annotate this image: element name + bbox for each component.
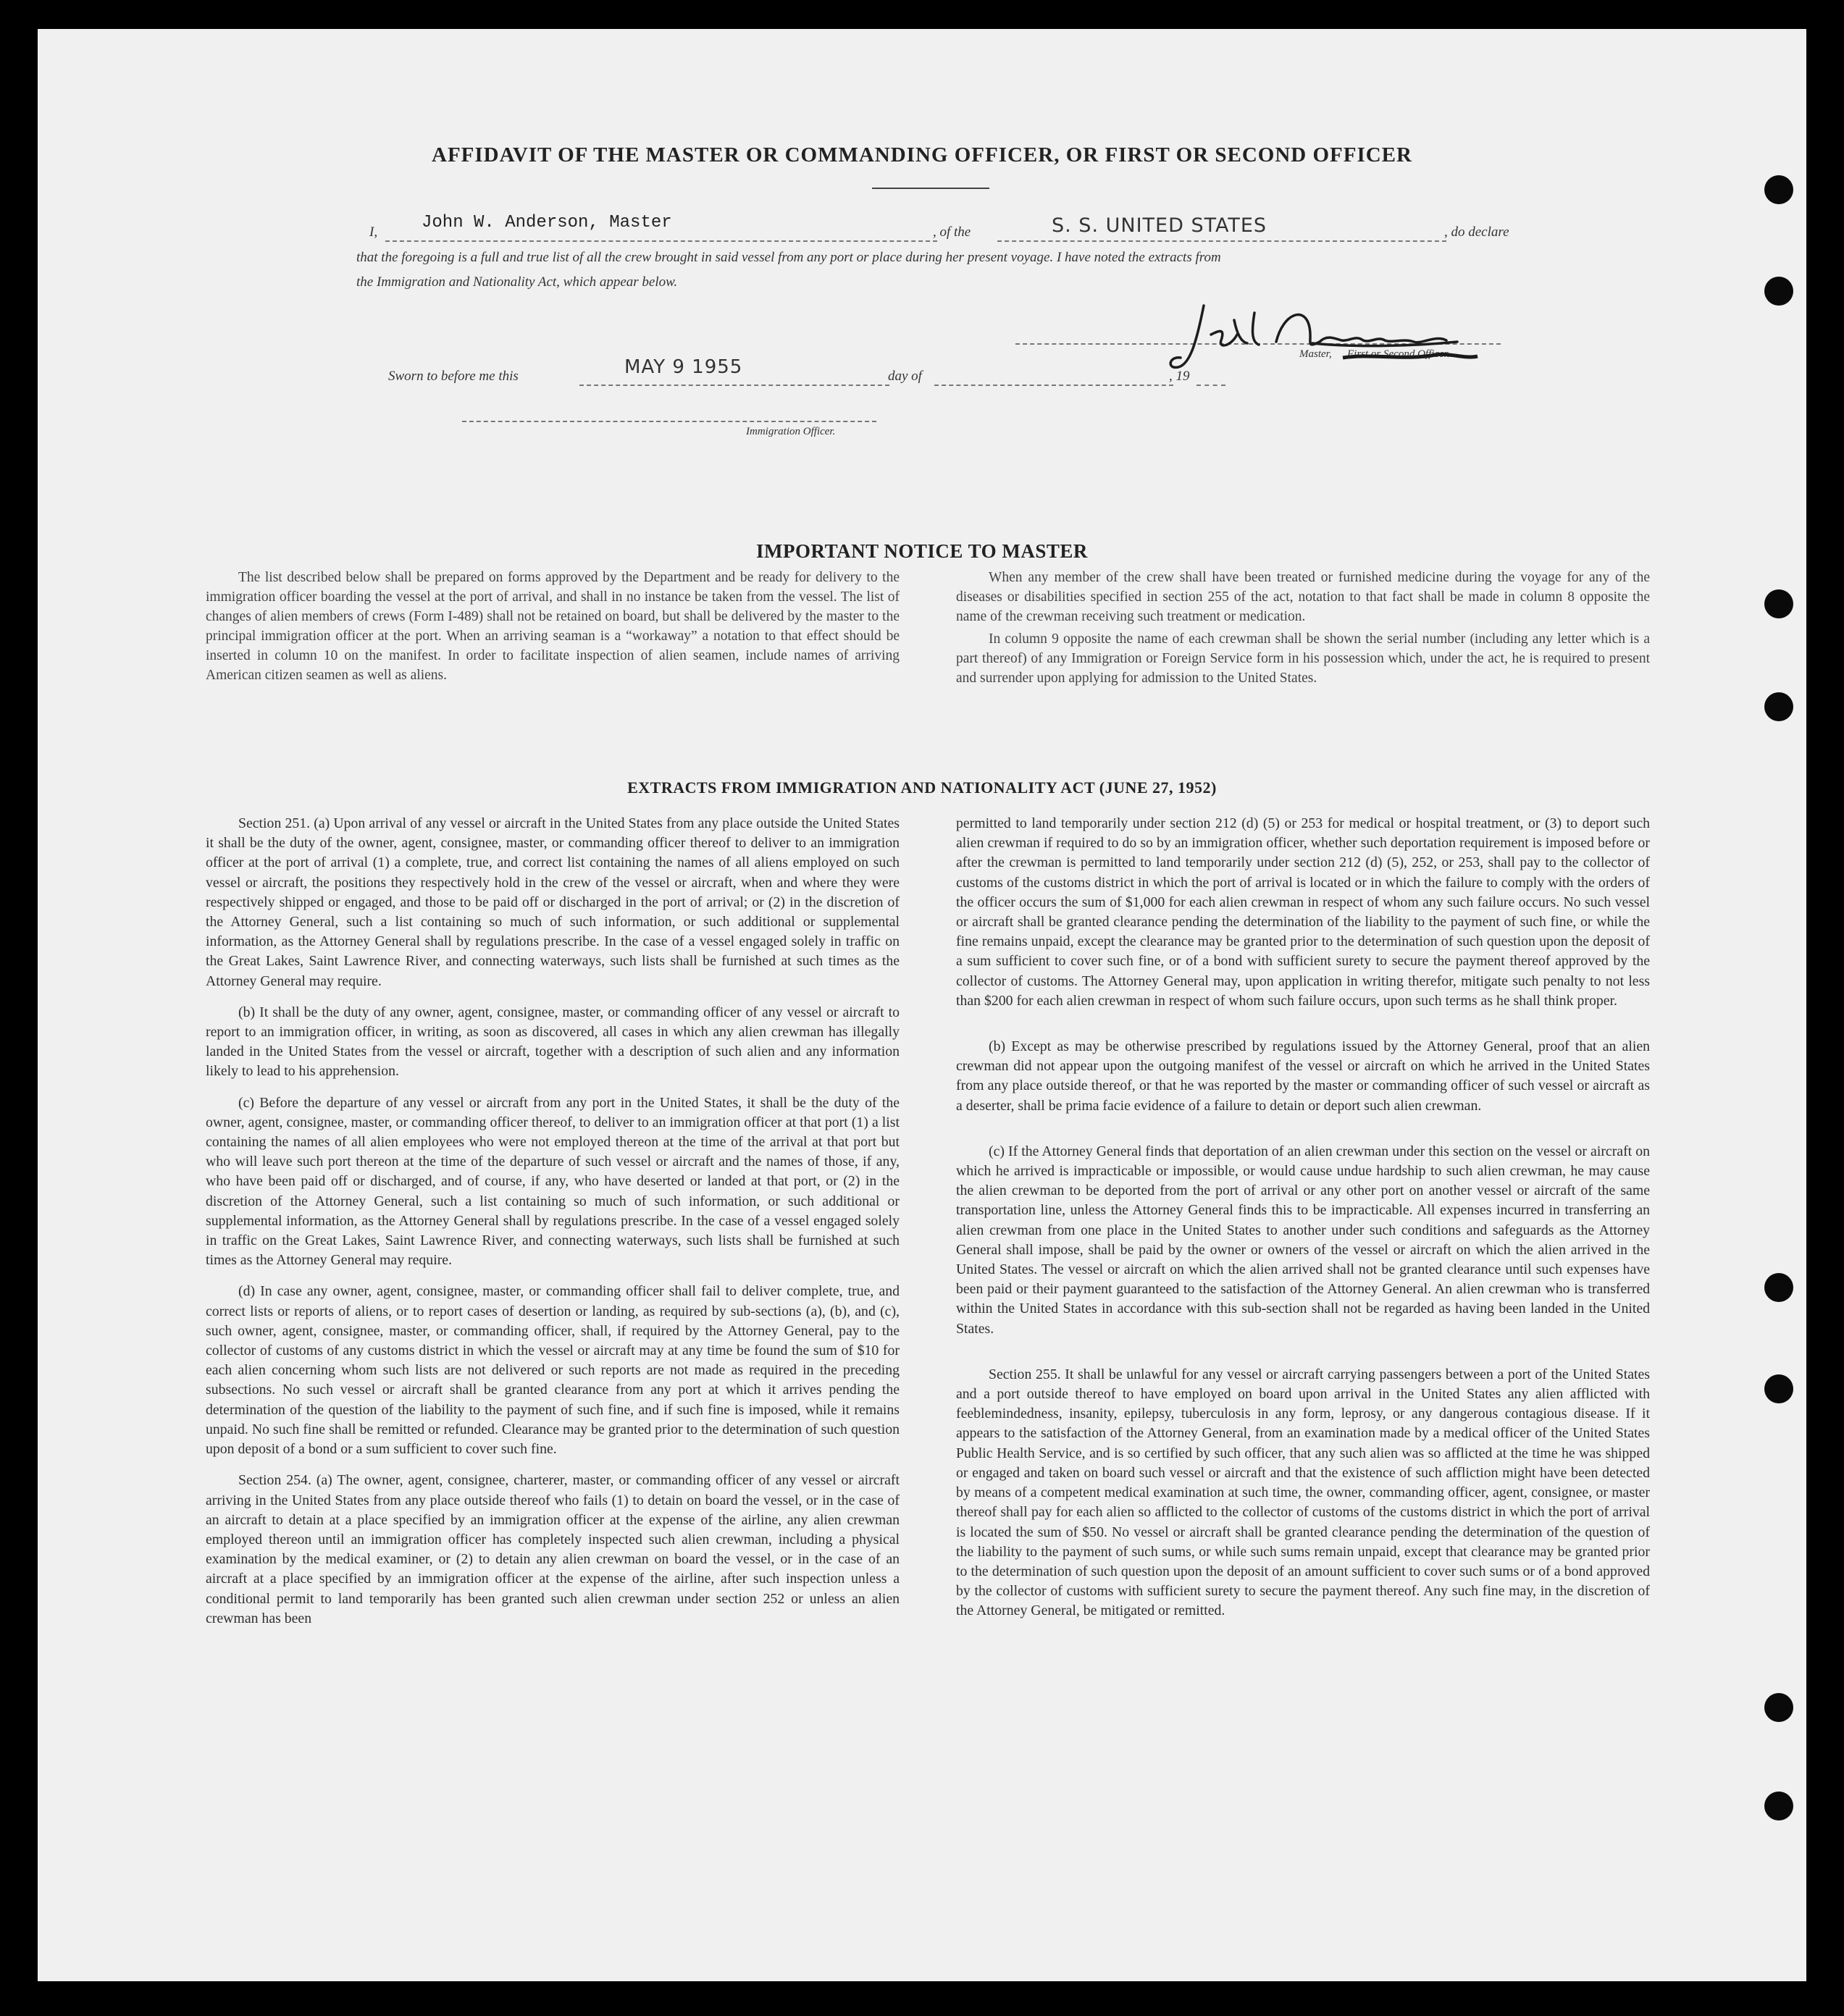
binder-hole <box>1764 1273 1793 1302</box>
act-paragraph: (c) If the Attorney General finds that deportation of an alien crewman under this section on the vessel or aircraft on which he arrived is impracticable or impossible, or would cause undue hardship to such alien crewman, he may cause the alien crewman to be deported from the port of arrival or any other port on another vessel or aircraft of the same transportation line, unless the Attorney General finds this to be impracticable. All expenses incurred in transferring an alien crewman from one place in the United States to another under such conditions and safeguards as the Attorney General shall impose, shall be paid by the owner or owners of the vessel or aircraft on which the alien arrived in the United States. The vessel or aircraft on which the alien arrived shall not be granted clearance until such expenses have been paid or their payment guaranteed to the satisfaction of the Attorney General. An alien crewman who is transferred within the United States in accordance with this sub-section shall not be regarded as having been landed in the United States. <box>956 1143 1650 1337</box>
immigration-officer-label: Immigration Officer. <box>746 426 836 437</box>
title-rule <box>872 188 989 189</box>
year-fill-line <box>1196 385 1225 386</box>
act-paragraph: (b) It shall be the duty of any owner, agent, consignee, master, or commanding officer of any vessel or aircraft to report to an immigration officer, in writing, as soon as discovered, all cases in which any alien crewman has illegally landed in the United States from the vessel or aircraft, together with a description of such alien and any information likely to lead to his apprehension. <box>206 1004 900 1080</box>
binder-hole <box>1764 1693 1793 1722</box>
sworn-label: Sworn to before me this <box>388 369 519 384</box>
binder-hole <box>1764 692 1793 721</box>
binder-hole <box>1764 1792 1793 1820</box>
sworn-date-fill-line <box>579 385 889 386</box>
notice-paragraph: The list described below shall be prepared on forms approved by the Department and be ready for delivery to the immigration officer boarding the vessel at the port of arrival, and shall in no instance be taken from the vessel. The list of changes of alien members of crews (Form I-489) shall not be retained on board, but shall be delivered by the master to the principal immigration officer at the port. When an arriving seaman is a “workaway” a notation to that effect should be inserted in column 10 on the manifest. In order to facilitate inspection of alien seamen, include names of arriving American citizen seamen as well as aliens. <box>206 570 900 683</box>
vessel-name-fill-line <box>997 240 1446 242</box>
notice-paragraph: When any member of the crew shall have been treated or furnished medicine during the voyage for any of the diseases or disabilities specified in section 255 of the act, notation to that fact shall be made in column 8 opposite the name of the crewman receiving such treatment or medication. <box>956 570 1650 624</box>
extracts-right-column <box>956 814 1650 1621</box>
declaration-line-2: that the foregoing is a full and true list of all the crew brought in said vessel from any port or place during her present voyage. I have noted the extracts from <box>356 250 1221 265</box>
of-the-label: , of the <box>933 224 971 240</box>
prefix-i: I, <box>369 224 378 240</box>
binder-hole <box>1764 277 1793 306</box>
signer-title-prefix: Master, <box>1299 348 1332 360</box>
do-declare-label: , do declare <box>1444 224 1509 240</box>
act-paragraph: Section 251. (a) Upon arrival of any vessel or aircraft in the United States from any place outside the United States it shall be the duty of the owner, agent, consignee, master, or commanding officer thereof to deliver to an immigration officer at the port of arrival (1) a complete, true, and correct list containing the names of all aliens employed on such vessel or aircraft, the positions they respectively hold in the crew of the vessel or aircraft, when and where they were respectively shipped or engaged, and those to be paid off or discharged in the port of arrival; or (2) in the discretion of the Attorney General, such a list containing so much of such information, or such additional or supplemental information, as the Attorney General shall by regulations prescribe. In the case of a vessel engaged solely in traffic on the Great Lakes, Saint Lawrence River, and connecting waterways, such lists shall be furnished at such times as the Attorney General may require. <box>206 815 900 989</box>
act-paragraph: (c) Before the departure of any vessel or aircraft from any port in the United States, it shall be the duty of the owner, agent, consignee, master, or commanding officer thereof, to deliver to an immigration officer at that port (1) a list containing the names of all alien employees who were not employed thereon at the time of the arrival at that port but who will leave such port thereon at the time of the departure of such vessel or aircraft and the names of those, if any, who have been paid off or discharged, and of course, if any, who have deserted or landed at that port, or (2) in the discretion of the Attorney General, such a list containing so much of such information, or such additional or supplemental information, as the Attorney General shall by regulations prescribe. In the case of a vessel engaged solely in traffic on the Great Lakes, Saint Lawrence River, and connecting waterways, such lists shall be furnished at such times as the Attorney General may require. <box>206 1094 900 1269</box>
act-paragraph: permitted to land temporarily under section 212 (d) (5) or 253 for medical or hospital treatment, or (3) to deport such alien crewman if required to do so by an immigration officer, whether such deportation requirement is imposed before or after the crewman is permitted to land temporarily under section 212 (d) (5), 252, or 253, shall pay to the collector of customs of the customs district in which the port of arrival is located or in which the failure to comply with the orders of the officer occurs the sum of $1,000 for each alien crewman in respect of whom any such failure occurs. No such vessel or aircraft shall be granted clearance pending the determination of the liability to the payment of such fine, or while the fine remains unpaid, except the clearance may be granted prior to the determination of such question upon the deposit of a sum sufficient to cover such fine, or of a bond with sufficient surety to secure the payment thereof approved by the collector of customs. The Attorney General may, upon application in writing therefor, mitigate such penalty to not less than $200 for each alien crewman in respect of whom such failure occurs, upon such terms as he shall think proper. <box>956 815 1650 1009</box>
notice-right-column <box>956 568 1650 688</box>
declaration-line-3: the Immigration and Nationality Act, which appear below. <box>356 274 678 290</box>
binder-hole <box>1764 1374 1793 1403</box>
month-fill-line <box>934 385 1173 386</box>
affidavit-title: AFFIDAVIT OF THE MASTER OR COMMANDING OFFICER, OR FIRST OR SECOND OFFICER <box>432 143 1412 167</box>
signer-title-struck: First or Second Officer. <box>1347 348 1450 360</box>
master-name-fill-line <box>385 240 937 242</box>
immigration-officer-line <box>462 421 876 422</box>
day-of-label: day of <box>888 369 922 384</box>
document-page <box>38 29 1806 1981</box>
notice-left-column <box>206 568 900 685</box>
act-paragraph: (b) Except as may be otherwise prescribed by regulations issued by the Attorney General, proof that an alien crewman did not appear upon the outgoing manifest of the vessel or aircraft on which he arrived in the United States from any place outside thereof, or that he was reported by the master or commanding officer of such vessel or aircraft as a deserter, shall be prima facie evidence of a failure to detain or deport such alien crewman. <box>956 1038 1650 1114</box>
year-prefix: , 19 <box>1169 369 1190 384</box>
extracts-title: EXTRACTS FROM IMMIGRATION AND NATIONALITY ACT (JUNE 27, 1952) <box>627 778 1217 797</box>
strikethrough-mark <box>1341 350 1479 364</box>
master-name: John W. Anderson, Master <box>422 213 672 232</box>
act-paragraph: Section 254. (a) The owner, agent, consignee, charterer, master, or commanding officer of any vessel or aircraft arriving in the United States from any place outside thereof who fails (1) to detain on board the vessel, or in the case of an aircraft to detain at a place specified by an immigration officer at the expense of the airline, any alien crewman employed thereon until an immigration officer has completely inspected such alien crewman, including a physical examination by the medical examiner, or (2) to detain any alien crewman on board the vessel, or in the case of an aircraft at a place specified by an immigration officer at the expense of the airline, after such inspection unless a conditional permit to land temporarily has been granted such alien crewman under section 252 or unless an alien crewman has been <box>206 1472 900 1626</box>
binder-hole <box>1764 175 1793 204</box>
vessel-name: S. S. UNITED STATES <box>1052 214 1267 237</box>
signature-image <box>1168 298 1472 385</box>
sworn-date: MAY 9 1955 <box>624 356 743 378</box>
extracts-left-column <box>206 814 900 1629</box>
notice-paragraph: In column 9 opposite the name of each crewman shall be shown the serial number (including any letter which is a part thereof) of any Immigration or Foreign Service form in his possession which, under the act, he is required to present and surrender upon applying for admission to the United States. <box>956 631 1650 686</box>
act-paragraph: Section 255. It shall be unlawful for any vessel or aircraft carrying passengers between a port of the United States and a port outside thereof to have employed on board upon arrival in the United States any alien afflicted with feeblemindedness, insanity, epilepsy, tuberculosis in any form, leprosy, or any dangerous contagious disease. If it appears to the satisfaction of the Attorney General, from an examination made by a medical officer of the United States Public Health Service, and is so certified by such officer, that any such alien was so afflicted at the time he was shipped or engaged and taken on board such vessel or aircraft and that the existence of such affliction might have been detected by means of a competent medical examination at such time, the owner, commanding officer, agent, consignee, or master thereof shall pay for each alien so afflicted to the collector of customs of the customs district in which the port of arrival is located the sum of $50. No vessel or aircraft shall be granted clearance pending the determination of the question of the liability to the payment of such sums, or while such sums remain unpaid, except that clearance may be granted prior to the determination of such question upon the deposit of an amount sufficient to cover such sums or of a bond approved by the collector of customs with sufficient surety to secure the payment thereof. Any such fine may, in the discretion of the Attorney General, be mitigated or remitted. <box>956 1366 1650 1619</box>
notice-title: IMPORTANT NOTICE TO MASTER <box>756 540 1088 562</box>
binder-hole <box>1764 589 1793 618</box>
act-paragraph: (d) In case any owner, agent, consignee, master, or commanding officer shall fail to deliver complete, true, and correct lists or reports of aliens, or to report cases of desertion or landing, as required by sub-sections (a), (b), and (c), such owner, agent, consignee, master, or commanding officer, shall, if required by the Attorney General, pay to the collector of customs of any customs district in which the vessel or aircraft may at any time be found the sum of $10 for each alien concerning whom such lists are not delivered or such reports are not made as required in the preceding subsections. No such vessel or aircraft shall be granted clearance from any port at which it arrives pending the determination of the question of the liability to the payment of such fine, and if such fine is imposed, while it remains unpaid. No such fine shall be remitted or refunded. Clearance may be granted prior to the determination of such question upon deposit of a bond or a sum sufficient to cover such fine. <box>206 1283 900 1458</box>
